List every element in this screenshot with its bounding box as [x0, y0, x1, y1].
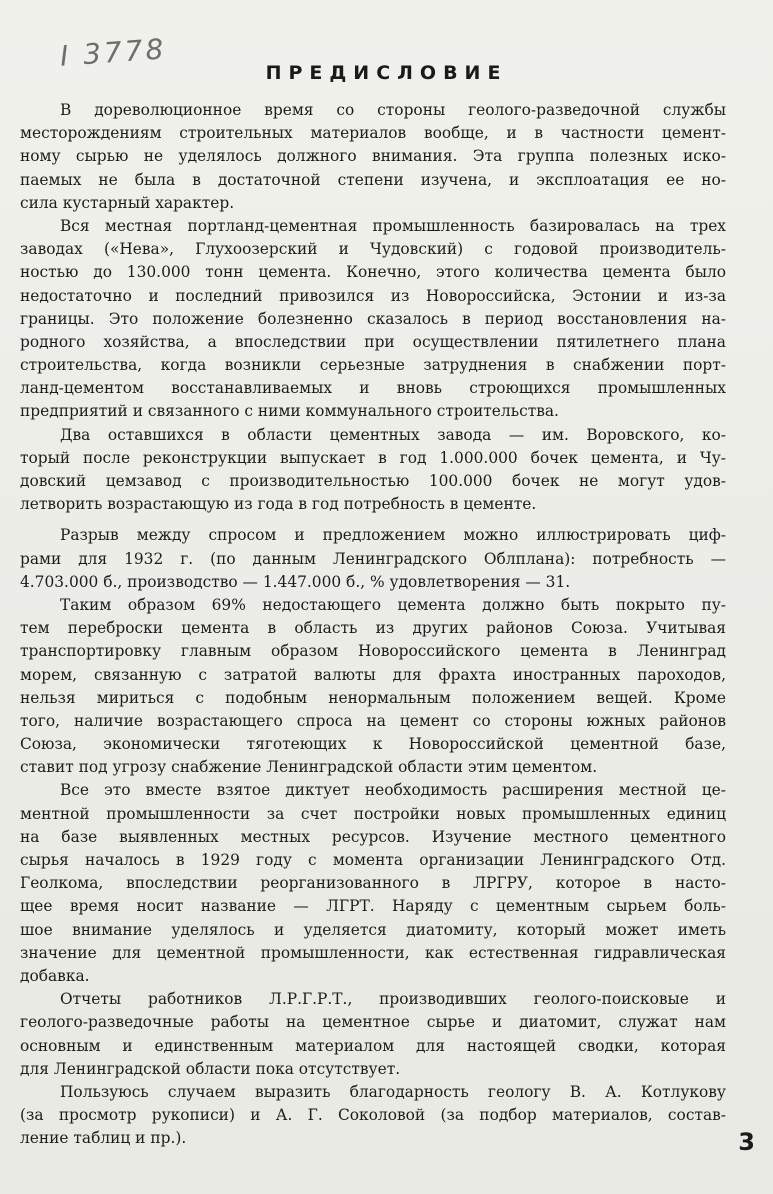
text-line: геолого-разведочные работы на цементное сырье и диатомит, служат нам	[20, 1013, 726, 1032]
text-line: ление таблиц и пр.).	[20, 1129, 187, 1148]
text-line: летворить возрастающую из года в год потребность в цементе.	[20, 495, 537, 514]
page-number: 3	[738, 1128, 755, 1156]
text-line: того, наличие возрастающего спроса на цемент со стороны южных районов	[20, 711, 726, 730]
text-line: родного хозяйства, а впоследствии при осуществлении пятилетнего плана	[20, 332, 726, 351]
text-line: на базе выявленных местных ресурсов. Изучение местного цементного	[20, 827, 726, 846]
text-line: для Ленинградской области пока отсутствует.	[20, 1059, 401, 1078]
text-line: 4.703.000 б., производство — 1.447.000 б., % удовлетворения — 31.	[20, 572, 571, 591]
text-line: Геолкома, впоследствии реорганизованного в ЛРГРУ, которое в насто-	[20, 874, 726, 893]
text-line: строительства, когда возникли серьезные затруднения в снабжении порт-	[20, 356, 726, 375]
text-line: месторождениям строительных материалов вообще, и в частности цемент-	[20, 124, 726, 143]
text-line: недостаточно и последний привозился из Новороссийска, Эстонии и из-за	[20, 286, 726, 305]
text-line: щее время носит название — ЛГРТ. Наряду с цементным сырьем боль-	[20, 897, 726, 916]
preface-body	[20, 99, 726, 1150]
text-line: довский цемзавод с производительностью 100.000 бочек не могут удов-	[20, 472, 726, 490]
text-line: заводах («Нева», Глухоозерский и Чудовский) с годовой производитель-	[20, 240, 726, 259]
text-line: тем переброски цемента в область из других районов Союза. Учитывая	[20, 619, 726, 638]
text-line: транспортировку главным образом Новороссийского цемента в Ленинград	[20, 642, 726, 661]
text-line: морем, связанную с затратой валюты для фрахта иностранных пароходов,	[20, 665, 726, 684]
text-line: шое внимание уделялось и уделяется диатомиту, который может иметь	[20, 920, 726, 939]
text-line: Два оставшихся в области цементных завода — им. Воровского, ко-	[60, 425, 726, 444]
text-line: Таким образом 69% недостающего цемента должно быть покрыто пу-	[60, 595, 726, 614]
page-title: ПРЕДИСЛОВИЕ	[265, 62, 508, 84]
text-line: Вся местная портланд-цементная промышленность базировалась на трех	[60, 216, 726, 235]
text-line: основным и единственным материалом для настоящей сводки, которая	[20, 1036, 726, 1055]
text-line: добавка.	[20, 966, 90, 985]
text-line: ментной промышленности за счет постройки новых промышленных единиц	[20, 804, 726, 823]
text-line: В дореволюционное время со стороны геолого-разведочной службы	[60, 101, 726, 119]
text-line: ставит под угрозу снабжение Ленинградской области этим цементом.	[20, 758, 598, 777]
text-line: паемых не была в достаточной степени изучена, и эксплоатация ее но-	[20, 170, 726, 189]
text-line: (за просмотр рукописи) и А. Г. Соколовой (за подбор материалов, состав-	[20, 1106, 726, 1125]
text-line: Разрыв между спросом и предложением можно иллюстрировать циф-	[60, 526, 726, 545]
text-line: ланд-цементом восстанавливаемых и вновь строющихся промышленных	[20, 379, 726, 398]
text-line: Отчеты работников Л.Р.Г.Р.Т., производивших геолого-поисковые и	[60, 990, 726, 1009]
text-line: Союза, экономически тяготеющих к Новороссийской цементной базе,	[20, 735, 726, 754]
text-line: рами для 1932 г. (по данным Ленинградского Облплана): потребность —	[20, 549, 726, 568]
text-line: Пользуюсь случаем выразить благодарность геологу В. А. Котлукову	[60, 1082, 726, 1101]
text-line: торый после реконструкции выпускает в год 1.000.000 бочек цемента, и Чу-	[20, 448, 726, 467]
text-line: нельзя мириться с подобным ненормальным положением вещей. Кроме	[20, 688, 726, 707]
text-line: ному сырью не уделялось должного внимания. Эта группа полезных иско-	[20, 147, 726, 166]
text-line: предприятий и связанного с ними коммунального строительства.	[20, 402, 559, 421]
text-line: сырья началось в 1929 году с момента организации Ленинградского Отд.	[20, 851, 726, 869]
text-line: границы. Это положение болезненно сказалось в период восстановления на-	[20, 309, 726, 328]
text-line: ностью до 130.000 тонн цемента. Конечно, этого количества цемента было	[20, 263, 726, 282]
text-line: Все это вместе взятое диктует необходимость расширения местной це-	[60, 781, 726, 800]
text-line: значение для цементной промышленности, как естественная гидравлическая	[20, 943, 726, 962]
inventory-mark: I 3778	[58, 32, 168, 73]
text-line: сила кустарный характер.	[20, 193, 235, 212]
